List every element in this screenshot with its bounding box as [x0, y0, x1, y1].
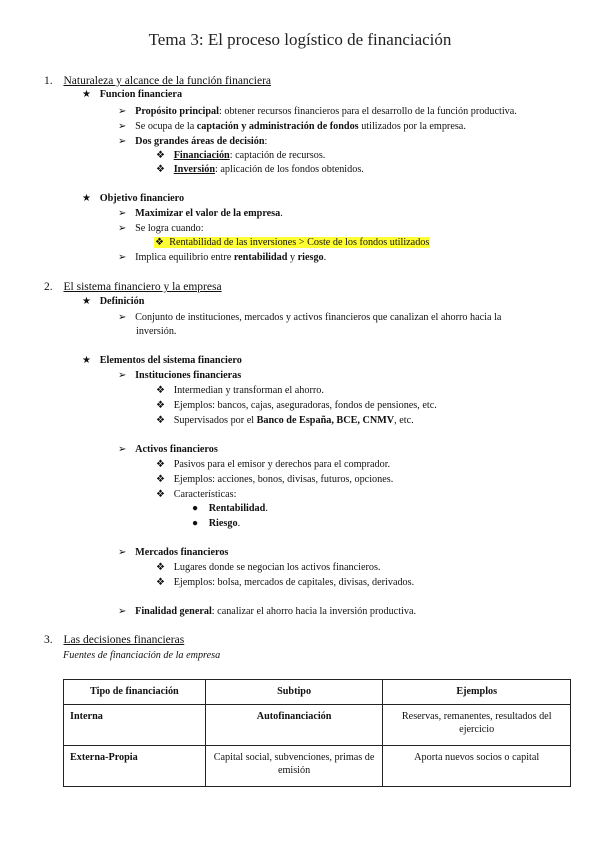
riesgo-bold: Riesgo	[208, 518, 238, 529]
ocupa-post: utilizados por la empresa.	[358, 121, 466, 132]
item-logra	[118, 222, 204, 236]
funcion-label: Funcion financiera	[99, 89, 183, 100]
item-financiacion	[156, 149, 325, 163]
star-icon: ★	[82, 296, 92, 307]
table-header-cell: Ejemplos	[383, 680, 571, 705]
item-equilibrio	[118, 251, 326, 265]
item-inst-1	[156, 384, 324, 398]
financiacion-text: : captación de recursos.	[229, 150, 326, 161]
areas-label: Dos grandes áreas de decisión	[135, 136, 265, 147]
inst-3-post: , etc.	[394, 415, 414, 426]
act-3-text: Características:	[173, 489, 237, 500]
finalidad-bold: Finalidad general	[135, 606, 212, 617]
merc-1-text: Lugares donde se negocian los activos financieros.	[173, 562, 381, 573]
item-highlight	[154, 236, 430, 250]
star-icon: ★	[82, 89, 92, 100]
item-inst-3	[156, 414, 414, 428]
item-maximizar	[118, 207, 283, 221]
section-1-heading	[44, 74, 271, 88]
table-cell: Reservas, remanentes, resultados del ejercicio	[383, 705, 571, 746]
table-cell: Interna	[64, 705, 206, 746]
highlight-text: Rentabilidad de las inversiones > Coste de los fondos utilizados	[169, 237, 430, 248]
table-cell: Autofinanciación	[205, 705, 383, 746]
bullet-definicion	[82, 295, 144, 309]
act-2-text: Ejemplos: acciones, bonos, divisas, futuros, opciones.	[173, 474, 394, 485]
arrow-icon: ➢	[118, 312, 127, 323]
finalidad-text: : canalizar el ahorro hacia la inversión productiva.	[211, 606, 417, 617]
table-row	[64, 746, 571, 787]
mercados-label: Mercados financieros	[135, 547, 229, 558]
diamond-icon: ❖	[156, 474, 166, 485]
arrow-icon: ➢	[118, 606, 127, 617]
arrow-icon: ➢	[118, 252, 127, 263]
bullet-funcion-financiera	[82, 88, 182, 102]
diamond-icon: ❖	[155, 237, 165, 248]
star-icon: ★	[82, 355, 92, 366]
elementos-label: Elementos del sistema financiero	[99, 355, 242, 366]
arrow-icon: ➢	[118, 223, 127, 234]
inversion-text: : aplicación de los fondos obtenidos.	[215, 164, 364, 175]
inst-3-pre: Supervisados por el	[173, 415, 257, 426]
item-activos	[118, 443, 218, 457]
section-3-title: Las decisiones financieras	[63, 634, 185, 646]
equilibrio-pre: Implica equilibrio entre	[135, 252, 234, 263]
inst-2-text: Ejemplos: bancos, cajas, aseguradoras, fondos de pensiones, etc.	[173, 400, 437, 411]
item-mercados	[118, 546, 228, 560]
diamond-icon: ❖	[156, 489, 166, 500]
item-riesgo	[192, 517, 240, 531]
dot-icon: ●	[192, 503, 199, 514]
objetivo-label: Objetivo financiero	[99, 193, 185, 204]
section-1-title: Naturaleza y alcance de la función financiera	[63, 75, 272, 87]
item-ocupa	[118, 120, 466, 134]
inst-1-text: Intermedian y transforman el ahorro.	[173, 385, 324, 396]
item-act-2	[156, 473, 393, 487]
arrow-icon: ➢	[118, 136, 127, 147]
arrow-icon: ➢	[118, 208, 127, 219]
diamond-icon: ❖	[156, 400, 166, 411]
arrow-icon: ➢	[118, 370, 127, 381]
riesgo-post: .	[237, 518, 241, 529]
equilibrio-mid: y	[287, 252, 298, 263]
table-cell: Capital social, subvenciones, primas de emisión	[205, 746, 383, 787]
equilibrio-rentabilidad: rentabilidad	[233, 252, 288, 263]
section-2-number: 2.	[44, 281, 53, 293]
financing-sources-table	[63, 679, 571, 787]
proposito-label: Propósito principal	[135, 106, 219, 117]
diamond-icon: ❖	[156, 164, 166, 175]
star-icon: ★	[82, 193, 92, 204]
item-proposito	[118, 105, 517, 119]
table-header-cell: Subtipo	[205, 680, 383, 705]
ocupa-pre: Se ocupa de la	[135, 121, 197, 132]
section-3-number: 3.	[44, 634, 53, 646]
item-finalidad	[118, 605, 416, 619]
item-areas	[118, 135, 267, 149]
equilibrio-riesgo: riesgo	[297, 252, 324, 263]
diamond-icon: ❖	[156, 385, 166, 396]
rentabilidad-post: .	[265, 503, 268, 514]
diamond-icon: ❖	[156, 150, 166, 161]
section-3-heading	[44, 633, 184, 647]
areas-post: :	[264, 136, 268, 147]
definicion-label: Definición	[99, 296, 145, 307]
merc-2-text: Ejemplos: bolsa, mercados de capitales, divisas, derivados.	[173, 577, 415, 588]
arrow-icon: ➢	[118, 444, 127, 455]
item-inst-2	[156, 399, 437, 413]
diamond-icon: ❖	[156, 562, 166, 573]
dot-icon: ●	[192, 518, 199, 529]
item-act-3	[156, 488, 236, 502]
activos-label: Activos financieros	[135, 444, 218, 455]
section-2-heading	[44, 280, 222, 294]
bullet-elementos	[82, 354, 242, 368]
rentabilidad-bold: Rentabilidad	[208, 503, 266, 514]
item-act-1	[156, 458, 390, 472]
ocupa-bold: captación y administración de fondos	[196, 121, 359, 132]
item-instituciones	[118, 369, 241, 383]
section-3-subtitle: Fuentes de financiación de la empresa	[63, 650, 221, 661]
financiacion-label: Financiación	[173, 150, 230, 161]
bullet-objetivo-financiero	[82, 192, 184, 206]
page-title: Tema 3: El proceso logístico de financiación	[148, 30, 452, 49]
definicion-text-line1: Conjunto de instituciones, mercados y activos financieros que canalizan el ahorro hacia la	[135, 312, 502, 323]
arrow-icon: ➢	[118, 121, 127, 132]
arrow-icon: ➢	[118, 547, 127, 558]
table-header-cell: Tipo de financiación	[64, 680, 206, 705]
diamond-icon: ❖	[156, 415, 166, 426]
item-merc-2	[156, 576, 414, 590]
logra-text: Se logra cuando:	[135, 223, 204, 234]
table-cell: Externa-Propia	[64, 746, 206, 787]
diamond-icon: ❖	[156, 577, 166, 588]
equilibrio-post: .	[323, 252, 327, 263]
definicion-text-line2: inversión.	[136, 326, 177, 337]
section-2-title: El sistema financiero y la empresa	[63, 281, 222, 293]
table-cell: Aporta nuevos socios o capital	[383, 746, 571, 787]
inversion-label: Inversión	[173, 164, 216, 175]
item-inversion	[156, 163, 364, 177]
section-1-number: 1.	[44, 75, 53, 87]
act-1-text: Pasivos para el emisor y derechos para el comprador.	[173, 459, 391, 470]
arrow-icon: ➢	[118, 106, 127, 117]
table-row	[64, 705, 571, 746]
table-header-row	[64, 680, 571, 705]
inst-3-bold: Banco de España, BCE, CNMV	[256, 415, 395, 426]
item-definicion	[118, 311, 501, 325]
diamond-icon: ❖	[156, 459, 166, 470]
item-merc-1	[156, 561, 380, 575]
maximizar-bold: Maximizar el valor de la empresa	[135, 208, 281, 219]
proposito-text: : obtener recursos financieros para el desarrollo de la función productiva.	[218, 106, 517, 117]
maximizar-post: .	[280, 208, 283, 219]
highlight-block	[154, 237, 430, 248]
instituciones-label: Instituciones financieras	[135, 370, 242, 381]
item-rentabilidad	[192, 502, 268, 516]
